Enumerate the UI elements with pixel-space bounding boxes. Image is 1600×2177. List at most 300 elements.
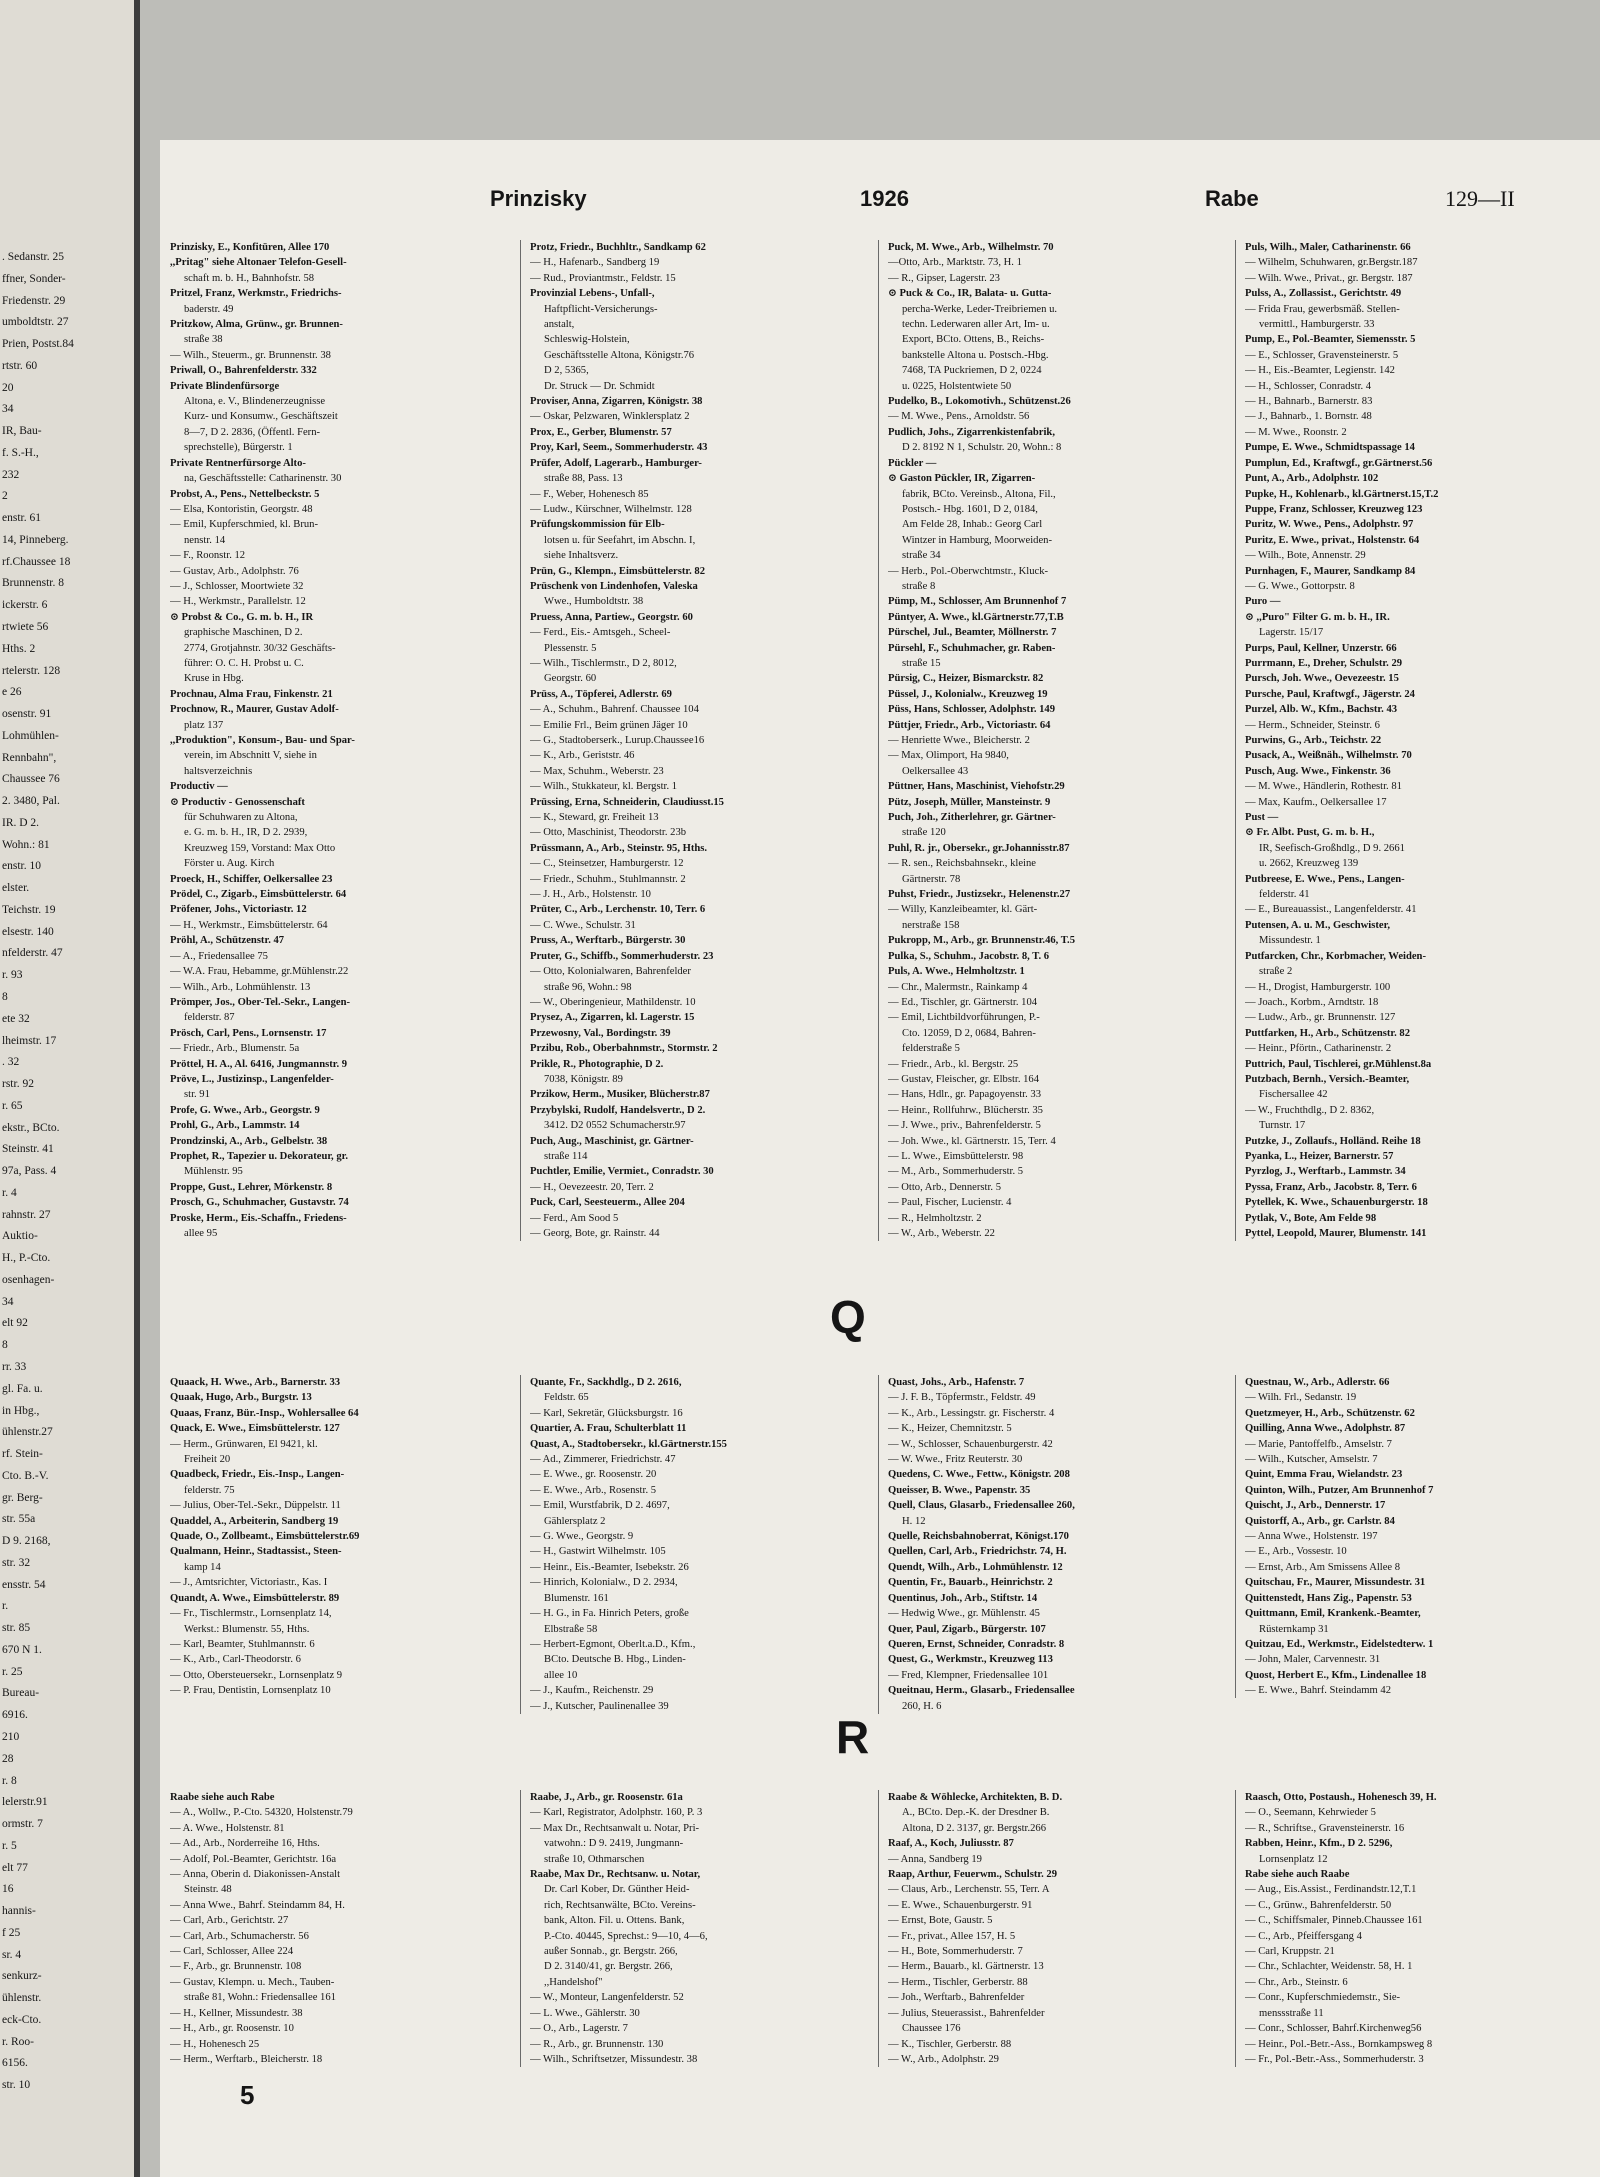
directory-entry: — H., Werkmstr., Eimsbüttelerstr. 64 [170,919,328,931]
directory-entry: fabrik, BCto. Vereinsb., Altona, Fil., [902,488,1056,500]
directory-entry: bank, Alton. Fil. u. Ottens. Bank, [544,1915,685,1927]
directory-entry: Quistorff, A., Arb., gr. Carlstr. 84 [1245,1515,1395,1527]
directory-entry: Putzke, J., Zollaufs., Holländ. Reihe 18 [1245,1135,1421,1147]
directory-entry: ⊙ Puck & Co., IR, Balata- u. Gutta- [888,288,1052,300]
directory-entry: Pütz, Joseph, Müller, Mansteinstr. 9 [888,796,1051,808]
directory-entry: Pytellek, K. Wwe., Schauenburgerstr. 18 [1245,1197,1428,1209]
directory-entry: H. 12 [902,1515,926,1527]
directory-entry: — K., Steward, gr. Freiheit 13 [530,812,659,824]
directory-entry: — Gustav, Fleischer, gr. Elbstr. 164 [888,1073,1040,1085]
previous-page-line: r. 8 [2,1774,17,1787]
directory-entry: straße 38 [184,334,223,346]
directory-entry: Puch, Joh., Zitherlehrer, gr. Gärtner- [888,812,1056,824]
directory-entry: — John, Maler, Carvennestr. 31 [1245,1654,1381,1666]
previous-page-line: 2 [2,490,8,503]
previous-page-line: lelerstr.91 [2,1796,48,1809]
directory-entry: — H., Werkmstr., Parallelstr. 12 [170,596,306,608]
directory-entry: — Willy, Kanzleibeamter, kl. Gärt- [888,904,1038,916]
directory-entry: — A., Schuhm., Bahrenf. Chaussee 104 [530,704,699,716]
directory-entry: Puck, Carl, Seesteuerm., Allee 204 [530,1197,685,1209]
directory-entry: Quadbeck, Friedr., Eis.-Insp., Langen- [170,1469,345,1481]
directory-entry: Pumpe, E. Wwe., Schmidtspassage 14 [1245,442,1415,454]
directory-entry: Quentin, Fr., Bauarb., Heinrichstr. 2 [888,1577,1053,1589]
directory-entry: — C., Arb., Pfeiffersgang 4 [1245,1930,1362,1942]
directory-entry: Püntyer, A. Wwe., kl.Gärtnerstr.77,T.B [888,611,1064,623]
directory-entry: — G. Wwe., Gottorpstr. 8 [1245,580,1355,592]
directory-entry: — Ed., Tischler, gr. Gärtnerstr. 104 [888,996,1038,1008]
directory-entry: — E. Wwe., gr. Roosenstr. 20 [530,1469,657,1481]
directory-entry: — C., Steinsetzer, Hamburgerstr. 12 [530,858,684,870]
directory-entry: — Anna Wwe., Holstenstr. 197 [1245,1531,1378,1543]
directory-entry: — Ferd., Am Sood 5 [530,1212,619,1224]
directory-entry: — Fred, Klempner, Friedensallee 101 [888,1669,1049,1681]
directory-entry: — Wilh., Schriftsetzer, Missundestr. 38 [530,2053,698,2065]
directory-entry: Pröfener, Johs., Victoriastr. 12 [170,904,307,916]
previous-page-line: elster. [2,882,30,895]
directory-entry: Gählersplatz 2 [544,1515,606,1527]
directory-entry: Quartier, A. Frau, Schulterblatt 11 [530,1423,687,1435]
directory-entry: 2774, Grotjahnstr. 30/32 Geschäfts- [184,642,336,654]
directory-entry: — H., Kellner, Missundestr. 38 [170,2007,303,2019]
directory-entry: Puls, Wilh., Maler, Catharinenstr. 66 [1245,242,1411,253]
column-rule [520,1790,521,2067]
directory-entry: — W., Arb., Adolphstr. 29 [888,2053,999,2065]
directory-entry: Raaf, A., Koch, Juliusstr. 87 [888,1838,1014,1850]
directory-entry: ⊙ Productiv - Genossenschaft [170,796,305,808]
directory-entry: — Chr., Schlachter, Weidenstr. 58, H. 1 [1245,1961,1413,1973]
previous-page-line: str. 10 [2,2079,31,2092]
directory-entry: Pulss, A., Zollassist., Gerichtstr. 49 [1245,288,1402,300]
directory-entry: — L. Wwe., Gählerstr. 30 [530,2007,640,2019]
previous-page-line: elsestr. 140 [2,925,54,938]
directory-entry: 3412. D2 0552 Schumacherstr.97 [544,1120,686,1132]
directory-entry: — K., Heizer, Chemnitzstr. 5 [888,1423,1012,1435]
directory-entry: — Heinr., Rollfuhrw., Blücherstr. 35 [888,1104,1043,1116]
q-columns-column [170,1375,515,1699]
previous-page-line: ormstr. 7 [2,1818,43,1831]
directory-entry: — Herm., Grünwaren, El 9421, kl. [170,1438,318,1450]
directory-entry: Kreuzweg 159, Vorstand: Max Otto [184,842,336,854]
directory-entry: Pusack, A., Weißnäh., Wilhelmstr. 70 [1245,750,1412,762]
previous-page-line: str. 32 [2,1556,31,1569]
directory-entry: Proeck, H., Schiffer, Oelkersallee 23 [170,873,333,885]
previous-page-line: sr. 4 [2,1948,22,1961]
directory-entry: — K., Arb., Lessingstr. gr. Fischerstr. 4 [888,1407,1055,1419]
previous-page-line: Friedenstr. 29 [2,294,66,307]
previous-page-line: osenstr. 91 [2,708,52,721]
directory-entry: Prondzinski, A., Arb., Gelbelstr. 38 [170,1135,328,1147]
directory-entry: Pytlak, V., Bote, Am Felde 98 [1245,1212,1377,1224]
directory-entry: straße 15 [902,657,941,669]
directory-entry: Wwe., Humboldtstr. 38 [544,596,644,608]
directory-entry: — Ad., Zimmerer, Friedrichstr. 47 [530,1454,676,1466]
column-rule [520,240,521,1241]
directory-entry: allee 10 [544,1669,578,1681]
column-rule [878,240,879,1241]
directory-entry: — H., Bote, Sommerhuderstr. 7 [888,1946,1023,1958]
previous-page-line: rr. 33 [2,1361,27,1373]
directory-entry: Prosch, G., Schuhmacher, Gustavstr. 74 [170,1197,349,1209]
directory-entry: Prinzisky, E., Konfitüren, Allee 170 [170,242,330,253]
directory-entry: — Joh. Wwe., kl. Gärtnerstr. 15, Terr. 4 [888,1135,1056,1147]
directory-entry: Quischt, J., Arb., Dennerstr. 17 [1245,1500,1386,1512]
directory-entry: Purnhagen, F., Maurer, Sandkamp 84 [1245,565,1416,577]
directory-entry: — Anna, Oberin d. Diakonissen-Anstalt [170,1869,341,1881]
directory-entry: Freiheit 20 [184,1454,231,1466]
directory-entry: Purzel, Alb. W., Kfm., Bachstr. 43 [1245,704,1398,716]
directory-entry: rich, Rechtsanwälte, BCto. Vereins- [544,1899,696,1911]
q-columns-column [1245,1375,1590,1699]
directory-entry: Pürsehl, F., Schuhmacher, gr. Raben- [888,642,1056,654]
top-columns-column [530,240,875,1241]
directory-entry: Kurz- und Konsumw., Geschäftszeit [184,411,338,423]
previous-page-line: elt 77 [2,1861,28,1874]
directory-entry: — Gustav, Arb., Adolphstr. 76 [170,565,299,577]
column-rule [1235,1790,1236,2067]
directory-entry: — Claus, Arb., Lerchenstr. 55, Terr. A [888,1884,1050,1896]
directory-entry: Prophet, R., Tapezier u. Dekorateur, gr. [170,1150,349,1162]
directory-entry: — Otto, Arb., Dennerstr. 5 [888,1181,1001,1193]
column-rule [1235,1375,1236,1698]
directory-entry: Pyssa, Franz, Arb., Jacobstr. 8, Terr. 6 [1245,1181,1417,1193]
directory-entry: Pümp, M., Schlosser, Am Brunnenhof 7 [888,596,1067,608]
directory-entry: Prün, G., Klempn., Eimsbüttelerstr. 82 [530,565,705,577]
top-columns-column [888,240,1233,1241]
previous-page-line: enstr. 10 [2,860,41,873]
directory-entry: Queitnau, Herm., Glasarb., Friedensallee [888,1685,1075,1697]
directory-entry: 8—7, D 2. 2836, (Öffentl. Fern- [184,426,321,438]
directory-entry: — Ad., Arb., Norderreihe 16, Hths. [170,1838,320,1850]
directory-entry: — Otto, Kolonialwaren, Bahrenfelder [530,966,691,978]
previous-page-line: rf. Stein- [2,1448,43,1461]
directory-entry: Missundestr. 1 [1259,935,1321,947]
directory-entry: Prüfer, Adolf, Lagerarb., Hamburger- [530,457,702,469]
directory-entry: für Schuhwaren zu Altona, [184,812,298,824]
directory-entry: Pürschel, Jul., Beamter, Möllnerstr. 7 [888,627,1057,639]
previous-page-line: in Hbg., [2,1404,40,1417]
directory-entry: Gärtnerstr. 78 [902,873,961,885]
directory-entry: Prösch, Carl, Pens., Lornsenstr. 17 [170,1027,327,1039]
directory-entry: Quest, G., Werkmstr., Kreuzweg 113 [888,1654,1053,1666]
directory-entry: — Emil, Wurstfabrik, D 2. 4697, [530,1500,670,1512]
directory-entry: Quast, Johs., Arb., Hafenstr. 7 [888,1377,1025,1388]
directory-entry: Quost, Herbert E., Kfm., Lindenallee 18 [1245,1669,1427,1681]
previous-page-line: gr. Berg- [2,1491,43,1504]
directory-entry: — W., Schlosser, Schauenburgerstr. 42 [888,1438,1053,1450]
directory-entry: — Wilh. Wwe., Privat., gr. Bergstr. 187 [1245,272,1413,284]
directory-entry: — P. Frau, Dentistin, Lornsenplatz 10 [170,1685,331,1697]
directory-entry: — J. F. B., Töpfermstr., Feldstr. 49 [888,1392,1036,1404]
directory-entry: Quaack, H. Wwe., Arb., Barnerstr. 33 [170,1377,341,1388]
directory-entry: sprechstelle), Bürgerstr. 1 [184,442,293,454]
previous-page-line: Cto. B.-V. [2,1469,49,1482]
directory-entry: — Friedr., Schuhm., Stuhlmannstr. 2 [530,873,686,885]
directory-entry: Pyttel, Leopold, Maurer, Blumenstr. 141 [1245,1228,1427,1239]
previous-page-line: r. 25 [2,1665,23,1678]
directory-entry: Wintzer in Hamburg, Moorweiden- [902,534,1053,546]
directory-entry: Quade, O., Zollbeamt., Eimsbüttelerstr.69 [170,1531,360,1543]
directory-entry: Püssel, J., Kolonialw., Kreuzweg 19 [888,688,1048,700]
r-columns-column [530,1790,875,2067]
directory-entry: Postsch.- Hbg. 1601, D 2, 0184, [902,503,1038,515]
directory-entry: Rüsternkamp 31 [1259,1623,1329,1635]
directory-entry: — Wilh., Steuerm., gr. Brunnenstr. 38 [170,349,331,361]
directory-entry: Przikow, Herm., Musiker, Blücherstr.87 [530,1089,710,1101]
directory-entry: Dr. Struck — Dr. Schmidt [544,380,655,392]
previous-page-line: Bureau- [2,1687,40,1700]
directory-entry: Priwall, O., Bahrenfelderstr. 332 [170,365,317,377]
directory-entry: Pudelko, B., Lokomotivh., Schützenst.26 [888,396,1071,408]
directory-entry: — Elsa, Kontoristin, Georgstr. 48 [170,503,313,515]
directory-entry: verein, im Abschnitt V, siehe in [184,750,317,762]
previous-page-line: Steinstr. 41 [2,1143,54,1156]
previous-page-line: 8 [2,991,8,1003]
header-year: 1926 [860,186,909,211]
directory-entry: Quitzau, Ed., Werkmstr., Eidelstedterw. 1 [1245,1638,1434,1650]
directory-entry: — Carl, Arb., Gerichtstr. 27 [170,1915,289,1927]
directory-entry: Förster u. Aug. Kirch [184,858,275,870]
directory-entry: — R., Gipser, Lagerstr. 23 [888,272,1000,284]
directory-entry: straße 8 [902,580,936,592]
previous-page-line: Auktio- [2,1230,38,1243]
directory-entry: Proviser, Anna, Zigarren, Königstr. 38 [530,396,703,408]
directory-entry: Püttner, Hans, Maschinist, Viehofstr.29 [888,781,1065,793]
directory-entry: — W. Wwe., Fritz Reuterstr. 30 [888,1454,1023,1466]
directory-entry: — Karl, Beamter, Stuhlmannstr. 6 [170,1638,315,1650]
directory-entry: — Karl, Sekretär, Glücksburgstr. 16 [530,1407,683,1419]
directory-entry: na, Geschäftsstelle: Catharinenstr. 30 [184,473,342,485]
directory-entry: Puttrich, Paul, Tischlerei, gr.Mühlenst.8a [1245,1058,1432,1070]
section-letter-r: R [836,1711,870,1763]
directory-entry: Putbreese, E. Wwe., Pens., Langen- [1245,873,1405,885]
directory-entry: techn. Lederwaren aller Art, Im- u. [902,319,1050,331]
directory-entry: Pursche, Paul, Kraftwgf., Jägerstr. 24 [1245,688,1415,700]
page-header [200,186,1580,216]
previous-page-line: ffner, Sonder- [2,272,66,285]
directory-entry: menssstraße 11 [1259,2007,1324,2019]
column-rule [520,1375,521,1714]
directory-entry: Haftpflicht-Versicherungs- [544,303,658,315]
directory-entry: — R. sen., Reichsbahnsekr., kleine [888,858,1036,870]
directory-entry: ⊙ Probst & Co., G. m. b. H., IR [170,611,314,623]
directory-entry: — A., Friedensallee 75 [170,950,268,962]
previous-page-line: 232 [2,468,20,481]
previous-page-line: f 25 [2,1926,21,1939]
previous-page-line: 2. 3480, Pal. [2,795,60,808]
previous-page-line: ühlenstr.27 [2,1426,53,1439]
directory-entry: Quelle, Reichsbahnoberrat, Königst.170 [888,1531,1069,1543]
directory-entry: — H. G., in Fa. Hinrich Peters, große [530,1608,689,1620]
directory-page [160,140,1600,2177]
directory-entry: — Max, Olimport, Ha 9840, [888,750,1009,762]
directory-entry: — E. Wwe., Bahrf. Steindamm 42 [1245,1685,1392,1697]
directory-entry: Geschäftsstelle Altona, Königstr.76 [544,349,695,361]
directory-entry: Quandt, A. Wwe., Eimsbüttelerstr. 89 [170,1592,340,1604]
previous-page-line: rahnstr. 27 [2,1208,51,1221]
directory-entry: lotsen u. für Seefahrt, im Abschn. I, [544,534,696,546]
directory-entry: — Max, Kaufm., Oelkersallee 17 [1245,796,1387,808]
directory-entry: platz 137 [184,719,224,731]
directory-entry: ,,Pritag" siehe Altonaer Telefon-Gesell- [170,257,347,269]
directory-entry: Prysez, A., Zigarren, kl. Lagerstr. 15 [530,1012,695,1024]
directory-entry: Puro — [1245,596,1281,608]
directory-entry: — Friedr., Arb., kl. Bergstr. 25 [888,1058,1019,1070]
header-left-name: Prinzisky [490,186,587,211]
previous-page-line: Chaussee 76 [2,773,60,786]
directory-entry: Quentinus, Joh., Arb., Stiftstr. 14 [888,1592,1038,1604]
directory-entry: — Julius, Ober-Tel.-Sekr., Düppelstr. 11 [170,1500,341,1512]
directory-entry: straße 81, Wohn.: Friedensallee 161 [184,1992,336,2004]
directory-entry: Turnstr. 17 [1259,1120,1306,1132]
directory-entry: Quante, Fr., Sackhdlg., D 2. 2616, [530,1377,682,1388]
previous-page-line: enstr. 61 [2,512,41,525]
directory-entry: — G. Wwe., Georgstr. 9 [530,1531,634,1543]
directory-entry: — Rud., Proviantmstr., Feldstr. 15 [530,272,676,284]
directory-entry: baderstr. 49 [184,303,234,315]
directory-entry: Pückler — [888,457,937,469]
directory-entry: ,,Handelshof" [544,1976,603,1988]
previous-page-line: 8 [2,1339,8,1352]
directory-entry: Pyanka, L., Heizer, Barnerstr. 57 [1245,1150,1394,1162]
directory-entry: — A. Wwe., Holstenstr. 81 [170,1822,285,1834]
directory-entry: — Friedr., Arb., Blumenstr. 5a [170,1043,300,1055]
directory-entry: Qualmann, Heinr., Stadtassist., Steen- [170,1546,342,1558]
directory-entry: — R., Helmholtzstr. 2 [888,1212,982,1224]
directory-entry: — Emil, Lichtbildvorführungen, P.- [888,1012,1040,1024]
directory-entry: haltsverzeichnis [184,765,253,777]
page-number: 129—II [1445,186,1515,211]
directory-entry: felderstr. 75 [184,1484,235,1496]
previous-page-line: e 26 [2,686,22,699]
directory-entry: — C., Schiffsmaler, Pinneb.Chaussee 161 [1245,1915,1423,1927]
r-columns-column [170,1790,515,2067]
directory-entry: — Herbert-Egmont, Oberlt.a.D., Kfm., [530,1638,696,1650]
directory-entry: — H., Eis.-Beamter, Legienstr. 142 [1245,365,1395,377]
directory-entry: percha-Werke, Leder-Treibriemen u. [902,303,1058,315]
directory-entry: Prüschenk von Lindenhofen, Valeska [530,580,698,592]
directory-entry: Proy, Karl, Seem., Sommerhuderstr. 43 [530,442,708,454]
directory-entry: Quittmann, Emil, Krankenk.-Beamter, [1245,1608,1421,1620]
directory-entry: Pupke, H., Kohlenarb., kl.Gärtnerst.15,T.2 [1245,488,1439,500]
previous-page-line: r. 93 [2,969,23,982]
directory-entry: Prohl, G., Arb., Lammstr. 14 [170,1120,300,1132]
directory-entry: — Ernst, Arb., Am Smissens Allee 8 [1245,1561,1401,1573]
directory-entry: Raabe & Wöhlecke, Architekten, B. D. [888,1792,1063,1803]
directory-entry: Prüss, A., Töpferei, Adlerstr. 69 [530,688,672,700]
directory-entry: Pröve, L., Justizinsp., Langenfelder- [170,1073,334,1085]
directory-entry: — Wilhelm, Schuhwaren, gr.Bergstr.187 [1245,257,1418,269]
directory-entry: Pritzkow, Alma, Grünw., gr. Brunnen- [170,319,343,331]
previous-page-line: senkurz- [2,1970,42,1983]
q-columns-column [530,1375,875,1714]
directory-entry: — Wilh., Bote, Annenstr. 29 [1245,550,1366,562]
directory-entry: straße 114 [544,1150,588,1162]
r-columns-column [888,1790,1233,2067]
directory-entry: — C., Grünw., Bahrenfelderstr. 50 [1245,1899,1392,1911]
directory-entry: D 2. 3140/41, gr. Bergstr. 266, [544,1961,673,1973]
directory-entry: Altona, e. V., Blindenerzeugnisse [184,396,326,408]
directory-entry: — Max Dr., Rechtsanwalt u. Notar, Pri- [530,1822,700,1834]
directory-entry: Pruss, A., Werftarb., Bürgerstr. 30 [530,935,686,947]
directory-entry: Pumplun, Ed., Kraftwgf., gr.Gärtnerst.56 [1245,457,1433,469]
directory-entry: Prödel, C., Zigarb., Eimsbüttelerstr. 64 [170,889,347,901]
directory-entry: — W., Arb., Weberstr. 22 [888,1228,995,1239]
previous-page-line: 28 [2,1752,14,1765]
directory-entry: Pursch, Joh. Wwe., Oevezeestr. 15 [1245,673,1399,685]
directory-entry: — J., Bahnarb., 1. Bornstr. 48 [1245,411,1372,423]
directory-entry: Puttfarken, H., Arb., Schützenstr. 82 [1245,1027,1410,1039]
directory-entry: — Marie, Pantoffelfb., Amselstr. 7 [1245,1438,1392,1450]
directory-entry: straße 88, Pass. 13 [544,473,623,485]
previous-page-line: Hths. 2 [2,642,36,655]
directory-entry: Quellen, Carl, Arb., Friedrichstr. 74, H. [888,1546,1067,1558]
previous-page-line: . Sedanstr. 25 [2,251,64,263]
header-right-name: Rabe [1205,186,1259,211]
previous-page-line: r. 4 [2,1186,17,1199]
directory-entry: — C. Wwe., Schulstr. 31 [530,919,636,931]
directory-entry: Queren, Ernst, Schneider, Conradstr. 8 [888,1638,1065,1650]
directory-entry: BCto. Deutsche B. Hbg., Linden- [544,1654,686,1666]
directory-entry: — J., Kaufm., Reichenstr. 29 [530,1685,654,1697]
directory-entry: Altona, D 2. 3137, gr. Bergstr.266 [902,1822,1046,1834]
directory-entry: graphische Maschinen, D 2. [184,627,303,639]
directory-entry: — Emil, Kupferschmied, kl. Brun- [170,519,318,531]
directory-entry: Protz, Friedr., Buchhltr., Sandkamp 62 [530,242,706,253]
previous-page-line: rstr. 92 [2,1078,34,1091]
directory-entry: Prömper, Jos., Ober-Tel.-Sekr., Langen- [170,996,350,1008]
directory-entry: Steinstr. 48 [184,1884,232,1896]
directory-entry: — E., Schlosser, Gravensteinerstr. 5 [1245,349,1399,361]
directory-entry: Rabe siehe auch Raabe [1245,1869,1350,1881]
directory-entry: Prüter, C., Arb., Lerchenstr. 10, Terr. 6 [530,904,706,916]
r-columns-column [1245,1790,1590,2067]
directory-entry: Lagerstr. 15/17 [1259,627,1324,639]
directory-entry: — Wilh., Kutscher, Amselstr. 7 [1245,1454,1378,1466]
directory-entry: Puch, Aug., Maschinist, gr. Gärtner- [530,1135,694,1147]
directory-entry: 260, H. 6 [902,1700,942,1712]
previous-page-line: . 32 [2,1056,20,1069]
directory-entry: — O., Seemann, Kehrwieder 5 [1245,1807,1376,1819]
directory-entry: Prochnau, Alma Frau, Finkenstr. 21 [170,688,333,700]
directory-entry: — Wilh., Tischlermstr., D 2, 8012, [530,657,677,669]
directory-entry: Prüssing, Erna, Schneiderin, Claudiusst.15 [530,796,724,808]
previous-page-line: ensstr. 54 [2,1578,46,1591]
directory-entry: Quast, A., Stadtobersekr., kl.Gärtnerstr.155 [530,1438,727,1450]
directory-entry: straße 34 [902,550,941,562]
previous-page-line: IR. D 2. [2,816,40,829]
previous-page-line: 20 [2,381,14,394]
directory-entry: — W., Oberingenieur, Mathildenstr. 10 [530,996,696,1008]
directory-entry: — Ludw., Arb., gr. Brunnenstr. 127 [1245,1012,1396,1024]
directory-entry: Export, BCto. Ottens, B., Reichs- [902,334,1045,346]
directory-entry: Private Rentnerfürsorge Alto- [170,457,306,469]
directory-entry: — Georg, Bote, gr. Rainstr. 44 [530,1228,660,1239]
directory-entry: Chaussee 176 [902,2023,961,2035]
previous-page-line: Rennbahn", [2,751,57,764]
previous-page-line: 16 [2,1883,14,1896]
directory-entry: Plessenstr. 5 [544,642,597,654]
directory-entry: — Heinr., Eis.-Beamter, Isebekstr. 26 [530,1561,689,1573]
previous-page-line: rtstr. 60 [2,359,38,372]
directory-entry: Pyrzlog, J., Werftarb., Lammstr. 34 [1245,1166,1406,1178]
directory-entry: Fischersallee 42 [1259,1089,1328,1101]
directory-entry: Oelkersallee 43 [902,765,969,777]
directory-entry: 7038, Königstr. 89 [544,1073,623,1085]
directory-entry: allee 95 [184,1228,218,1239]
directory-entry: Prüfungskommission für Elb- [530,519,665,531]
directory-entry: — L. Wwe., Eimsbüttelerstr. 98 [888,1150,1024,1162]
previous-page-line: r. 5 [2,1839,17,1852]
